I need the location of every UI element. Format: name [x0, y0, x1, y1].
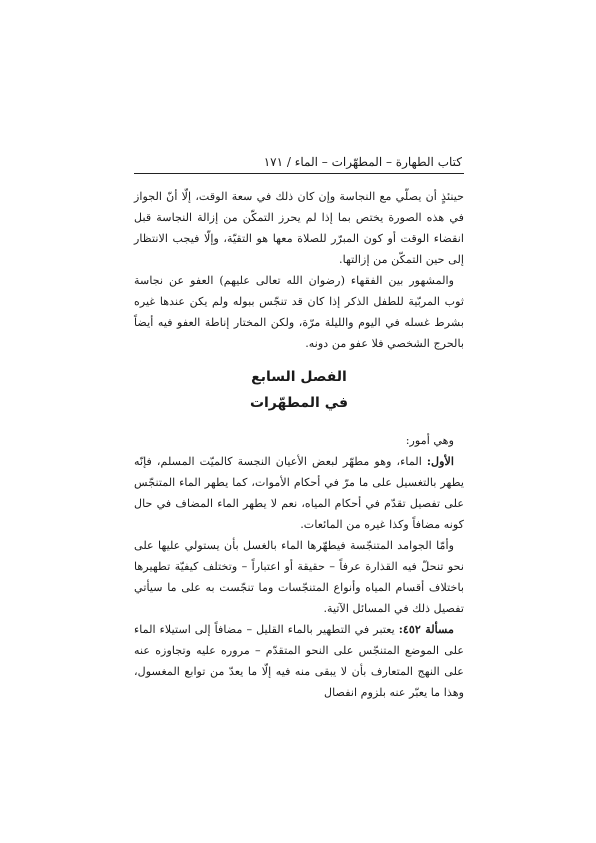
masala-lead: مسألة ٤٥٢: — [398, 622, 454, 636]
paragraph-solids: وأمّا الجوامد المتنجّسة فيطهّرها الماء بالغسل بأن يستولي عليها على نحو تنحلّ فيه القذارة عرفاً – حقيقة أو اعتباراً – وتختلف كيفيّة تطهيرها باختلاف أقسام المياه وأنواع المتنجّسات وما تنجّست به على ما سيأتي تفصيل ذلك في المسائل الآتية. — [134, 539, 464, 615]
running-header: كتاب الطهارة – المطهّرات – الماء / ١٧١ — [263, 155, 462, 169]
paragraph-continuation: حينئذٍ أن يصلّي مع النجاسة وإن كان ذلك في سعة الوقت، إلّا أنّ الجواز في هذه الصورة يختص بما إذا لم يحرز التمكّن من إزالة النجاسة قبل انقضاء الوقت أو كون المبرّر للصلاة معها هو التقيّة، وإلّا فيجب الانتظار إلى حين التمكّن من إزالتها. — [134, 190, 464, 266]
page-body — [134, 186, 464, 703]
paragraph-masala — [134, 619, 464, 703]
item-lead: الأول: — [426, 454, 454, 468]
item-text: الماء، وهو مطهّر لبعض الأعيان النجسة كالميّت المسلم، فإنّه يطهر بالتغسيل على ما مرّ في أحكام الأموات، كما يطهر الماء المتنجّس على تفصيل تقدّم في أحكام المياه، نعم لا يطهر الماء المضاف في حال كونه مضافاً وكذا غيره من المائعات. — [134, 455, 464, 531]
chapter-subtitle: في المطهّرات — [249, 395, 349, 411]
paragraph-nursing-mother: والمشهور بين الفقهاء (رضوان الله تعالى عليهم) العفو عن نجاسة ثوب المربّية للطفل الذكر إذا كان قد تنجّس ببوله ولم يكن عندها غيره بشرط غسله في اليوم والليلة مرّة، ولكن المختار إناطة العفو فيه أيضاً بالحرج الشخصي فلا عفو من دونه. — [134, 274, 464, 350]
chapter-intro: وهي أمور: — [405, 434, 454, 447]
masala-text: يعتبر في التطهير بالماء القليل – مضافاً إلى استيلاء الماء على الموضع المتنجّس على النحو المتقدّم – مروره عليه وتجاوزه عنه على النهج المتعارف بأن لا يبقى منه فيه إلّا ما يعدّ من توابع المغسول، وهذا ما يعبّر عنه بلزوم انفصال — [134, 623, 464, 699]
header-rule — [134, 173, 464, 174]
chapter-heading — [134, 364, 464, 416]
paragraph-first-purifier — [134, 451, 464, 535]
chapter-title: الفصل السابع — [251, 369, 347, 385]
